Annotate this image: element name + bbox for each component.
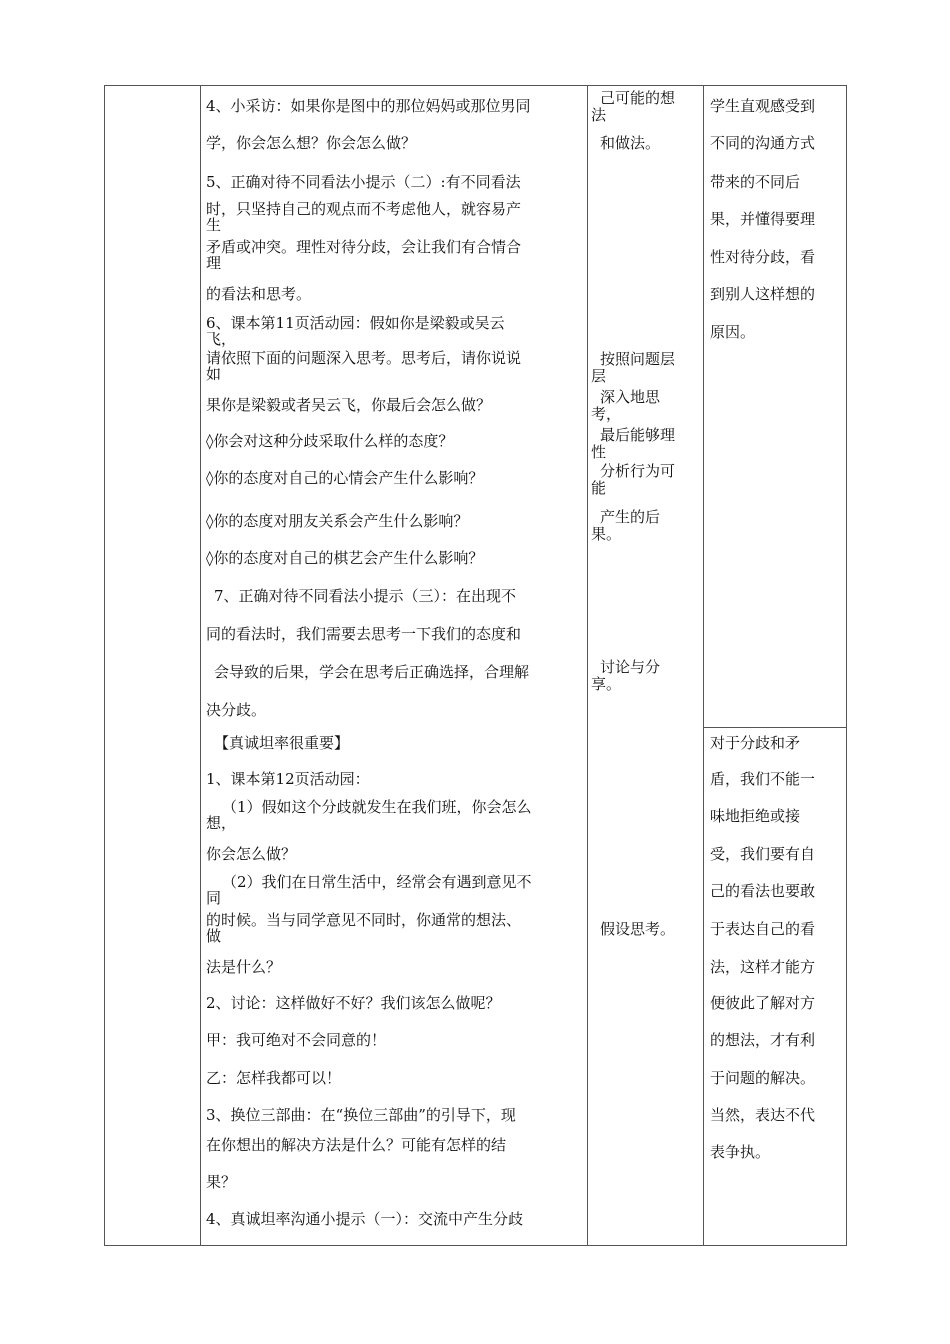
activity-line: 学，你会怎么想？你会怎么做？ xyxy=(206,134,417,152)
design-intent-line: 于表达自己的看 xyxy=(710,920,816,938)
activity-line: 【真诚坦率很重要】 xyxy=(214,734,350,752)
design-intent-line: 味地拒绝或接 xyxy=(710,807,801,825)
design-intent-line: 原因。 xyxy=(710,323,756,341)
student-activity-line: 假设思考。 xyxy=(600,920,676,938)
student-activity-line: 和做法。 xyxy=(600,134,661,152)
student-activity-line: 深入地思 xyxy=(600,388,661,406)
activity-line: 请依照下面的问题深入思考。思考后，请你说说 xyxy=(206,349,522,367)
column-divider xyxy=(587,86,588,1245)
activity-line: ◊你的态度对自己的棋艺会产生什么影响？ xyxy=(206,549,484,567)
design-intent-line: 受，我们要有自 xyxy=(710,845,816,863)
activity-line: 7、正确对待不同看法小提示（三）：在出现不 xyxy=(214,587,517,605)
design-intent-line: 到别人这样想的 xyxy=(710,285,816,303)
activity-line: 甲：我可绝对不会同意的！ xyxy=(206,1031,387,1049)
activity-line: 会导致的后果，学会在思考后正确选择，合理解 xyxy=(214,663,530,681)
activity-line: 做 xyxy=(206,927,222,945)
activity-line: 6、课本第11页活动园：假如你是梁毅或吴云 xyxy=(206,314,505,332)
design-intent-line: 的想法，才有利 xyxy=(710,1031,816,1049)
student-activity-line: 能 xyxy=(591,479,607,497)
design-intent-line: 便彼此了解对方 xyxy=(710,994,816,1012)
design-intent-line: 果，并懂得要理 xyxy=(710,210,816,228)
design-intent-line: 性对待分歧，看 xyxy=(710,248,816,266)
student-activity-line: 性 xyxy=(591,443,607,461)
activity-line: 想， xyxy=(206,814,237,832)
design-intent-line: 不同的沟通方式 xyxy=(710,134,816,152)
student-activity-line: 最后能够理 xyxy=(600,426,676,444)
activity-line: 决分歧。 xyxy=(206,701,267,719)
activity-line: ◊你的态度对自己的心情会产生什么影响？ xyxy=(206,469,484,487)
design-intent-line: 学生直观感受到 xyxy=(710,97,816,115)
column-divider xyxy=(703,86,704,1245)
student-activity-line: 法 xyxy=(591,106,607,124)
student-activity-line: 分析行为可 xyxy=(600,462,676,480)
activity-line: 你会怎么做？ xyxy=(206,845,297,863)
design-intent-line: 表争执。 xyxy=(710,1143,771,1161)
student-activity-line: 己可能的想 xyxy=(600,89,676,107)
design-intent-line: 盾，我们不能一 xyxy=(710,770,816,788)
student-activity-line: 层 xyxy=(591,367,607,385)
activity-line: 生 xyxy=(206,216,222,234)
activity-line: 的看法和思考。 xyxy=(206,285,312,303)
student-activity-line: 按照问题层 xyxy=(600,350,676,368)
design-intent-line: 对于分歧和矛 xyxy=(710,734,801,752)
activity-line: 如 xyxy=(206,365,222,383)
activity-line: 在你想出的解决方法是什么？可能有怎样的结 xyxy=(206,1136,507,1154)
design-intent-line: 当然，表达不代 xyxy=(710,1106,816,1124)
activity-line: 飞， xyxy=(206,330,237,348)
activity-line: ◊你会对这种分歧采取什么样的态度？ xyxy=(206,432,454,450)
activity-line: 法是什么？ xyxy=(206,958,282,976)
student-activity-line: 讨论与分 xyxy=(600,658,661,676)
activity-line: 果？ xyxy=(206,1173,237,1191)
activity-line: 矛盾或冲突。理性对待分歧，会让我们有合情合 xyxy=(206,238,522,256)
activity-line: （2）我们在日常生活中，经常会有遇到意见不 xyxy=(222,873,532,891)
column-divider xyxy=(200,86,201,1245)
student-activity-line: 产生的后 xyxy=(600,508,661,526)
design-intent-line: 法，这样才能方 xyxy=(710,958,816,976)
activity-line: （1）假如这个分歧就发生在我们班，你会怎么 xyxy=(222,798,532,816)
activity-line: 时，只坚持自己的观点而不考虑他人，就容易产 xyxy=(206,200,522,218)
design-intent-line: 己的看法也要敢 xyxy=(710,882,816,900)
activity-line: 5、正确对待不同看法小提示（二）:有不同看法 xyxy=(206,173,521,191)
design-intent-line: 带来的不同后 xyxy=(710,173,801,191)
student-activity-line: 享。 xyxy=(591,675,622,693)
activity-line: 乙：怎样我都可以！ xyxy=(206,1069,342,1087)
activity-line: 1、课本第12页活动园： xyxy=(206,770,370,788)
student-activity-line: 果。 xyxy=(591,525,622,543)
activity-line: ◊你的态度对朋友关系会产生什么影响？ xyxy=(206,512,469,530)
activity-line: 4、真诚坦率沟通小提示（一）：交流中产生分歧 xyxy=(206,1210,524,1228)
row-divider xyxy=(703,727,846,728)
activity-line: 同的看法时，我们需要去思考一下我们的态度和 xyxy=(206,625,522,643)
activity-line: 理 xyxy=(206,254,222,272)
activity-line: 4、小采访：如果你是图中的那位妈妈或那位男同 xyxy=(206,97,531,115)
activity-line: 2、讨论：这样做好不好？我们该怎么做呢？ xyxy=(206,994,501,1012)
design-intent-line: 于问题的解决。 xyxy=(710,1069,816,1087)
activity-line: 的时候。当与同学意见不同时，你通常的想法、 xyxy=(206,911,522,929)
activity-line: 3、换位三部曲：在“换位三部曲”的引导下，现 xyxy=(206,1106,516,1124)
activity-line: 同 xyxy=(206,889,222,907)
activity-line: 果你是梁毅或者吴云飞，你最后会怎么做？ xyxy=(206,396,492,414)
student-activity-line: 考， xyxy=(591,405,622,423)
